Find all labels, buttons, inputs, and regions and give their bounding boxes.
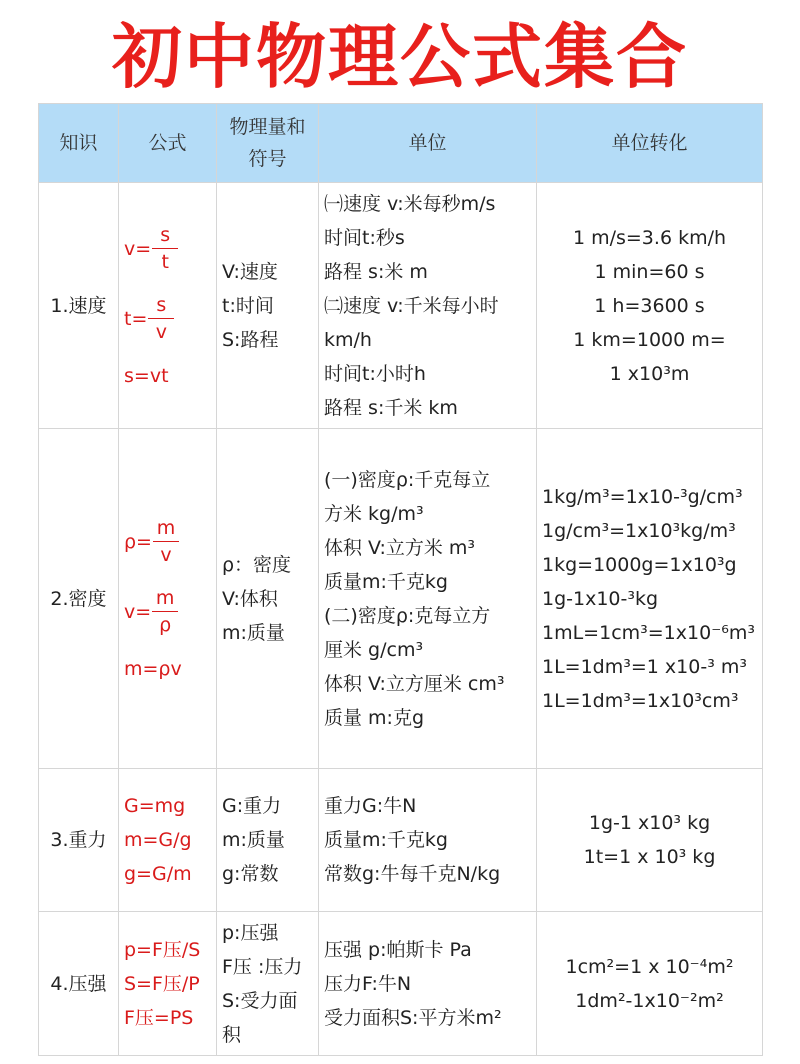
quantity-line: F压 :压力 (222, 955, 303, 978)
fraction (152, 222, 178, 276)
conversion-cell (537, 912, 763, 1056)
page-title: 初中物理公式集合 (112, 16, 688, 98)
formula-line: S=F压/P (124, 972, 200, 995)
formula-table (38, 103, 763, 1056)
topic-cell: 4.压强 (39, 912, 119, 1056)
conversion-line: 1 m/s=3.6 km/h (572, 226, 727, 249)
fraction-formula (124, 577, 211, 647)
conversion-cell (537, 183, 763, 429)
unit-line: 质量m:千克kg (324, 829, 448, 851)
unit-line: km/h (324, 328, 372, 351)
unit-line: 常数g:牛每千克N/kg (324, 863, 501, 885)
fraction-denominator: v (160, 544, 172, 567)
fraction-numerator: s (160, 223, 171, 246)
header-unit: 单位 (319, 104, 537, 183)
formula-lhs: t= (124, 307, 148, 330)
unit-line: 体积 V:立方米 m³ (324, 536, 476, 559)
unit-line: ㈡速度 v:千米每小时 (324, 294, 499, 317)
formula-line: p=F压/S (124, 938, 201, 961)
quantity-line: p:压强 (222, 921, 279, 944)
quantity-line: m:质量 (222, 829, 285, 851)
table-row (39, 429, 763, 769)
fraction (153, 515, 179, 569)
fraction (148, 292, 174, 346)
formula-lhs: v= (124, 237, 152, 260)
topic-cell: 1.速度 (39, 183, 119, 429)
unit-line: 方米 kg/m³ (324, 502, 424, 525)
conversion-line: 1dm²-1x10⁻²m² (575, 989, 724, 1012)
quantity-line: m:质量 (222, 621, 285, 644)
topic-cell: 2.密度 (39, 429, 119, 769)
fraction-denominator: v (155, 321, 167, 344)
fraction (152, 585, 178, 639)
conversion-line: 1mL=1cm³=1x10⁻⁶m³ (542, 621, 755, 644)
unit-line: 体积 V:立方厘米 cm³ (324, 672, 505, 695)
formula-line: s=vt (124, 364, 169, 387)
unit-line: 时间t:秒s (324, 226, 405, 249)
quantity-line: 积 (222, 1023, 242, 1046)
formula-cell (119, 769, 217, 912)
quantity-line: g:常数 (222, 863, 279, 885)
formula-cell (119, 912, 217, 1056)
unit-line: (一)密度ρ:千克每立 (324, 468, 491, 491)
conversion-line: 1L=1dm³=1 x10-³ m³ (542, 655, 747, 678)
topic-cell: 3.重力 (39, 769, 119, 912)
unit-line: 压强 p:帕斯卡 Pa (324, 938, 472, 961)
quantity-line: t:时间 (222, 294, 274, 317)
fraction-formula (124, 214, 211, 284)
unit-line: 时间t:小时h (324, 362, 426, 385)
quantity-line: G:重力 (222, 795, 282, 817)
conversion-line: 1kg/m³=1x10-³g/cm³ (542, 485, 743, 508)
quantity-cell (217, 429, 319, 769)
conversion-line: 1kg=1000g=1x10³g (542, 553, 737, 576)
formula-cell (119, 183, 217, 429)
conversion-line: 1g-1 x10³ kg (588, 812, 711, 834)
formula-line: F压=PS (124, 1006, 194, 1029)
unit-line: 路程 s:米 m (324, 260, 428, 283)
formula-cell (119, 429, 217, 769)
unit-line: (二)密度ρ:克每立方 (324, 604, 491, 627)
unit-line: 重力G:牛N (324, 795, 417, 817)
unit-line: 厘米 g/cm³ (324, 638, 424, 661)
unit-line: 质量m:千克kg (324, 570, 448, 593)
fraction-numerator: m (156, 516, 176, 539)
fraction-formula (124, 284, 211, 354)
quantity-line: V:速度 (222, 260, 278, 283)
unit-line: 路程 s:千米 km (324, 396, 458, 419)
header-conversion: 单位转化 (537, 104, 763, 183)
unit-line: 质量 m:克g (324, 706, 425, 729)
conversion-line: 1cm²=1 x 10⁻⁴m² (565, 955, 734, 978)
header-topic: 知识 (39, 104, 119, 183)
formula-lhs: v= (124, 600, 152, 623)
header-quantity-line2: 符号 (248, 148, 287, 170)
conversion-line: 1 x10³m (609, 362, 690, 385)
unit-cell (319, 429, 537, 769)
conversion-cell (537, 769, 763, 912)
table-row (39, 183, 763, 429)
formula-lhs: ρ= (124, 530, 152, 553)
conversion-line: 1 km=1000 m= (573, 328, 726, 351)
unit-line: 压力F:牛N (324, 972, 412, 995)
header-quantity-line1: 物理量和 (229, 116, 306, 138)
conversion-line: 1t=1 x 10³ kg (583, 846, 716, 868)
conversion-line: 1L=1dm³=1x10³cm³ (542, 689, 739, 712)
formula-line: G=mg (124, 795, 186, 817)
header-formula: 公式 (119, 104, 217, 183)
fraction-denominator: ρ (159, 614, 172, 637)
quantity-cell (217, 183, 319, 429)
table-row (39, 769, 763, 912)
quantity-cell (217, 769, 319, 912)
quantity-cell (217, 912, 319, 1056)
table-header-row (39, 104, 763, 183)
fraction-formula (124, 507, 211, 577)
conversion-line: 1g/cm³=1x10³kg/m³ (542, 519, 736, 542)
unit-cell (319, 912, 537, 1056)
unit-line: ㈠速度 v:米每秒m/s (324, 192, 496, 215)
conversion-line: 1 h=3600 s (594, 294, 705, 317)
conversion-line: 1 min=60 s (594, 260, 705, 283)
fraction-numerator: s (156, 293, 167, 316)
formula-line: m=G/g (124, 829, 192, 851)
formula-line: g=G/m (124, 863, 192, 885)
header-quantity (217, 104, 319, 183)
unit-cell (319, 769, 537, 912)
conversion-cell (537, 429, 763, 769)
quantity-line: S:路程 (222, 328, 279, 351)
table-row (39, 912, 763, 1056)
formula-line: m=ρv (124, 657, 182, 680)
unit-line: 受力面积S:平方米m² (324, 1006, 502, 1029)
conversion-line: 1g-1x10-³kg (542, 587, 659, 610)
fraction-numerator: m (155, 586, 175, 609)
quantity-line: V:体积 (222, 587, 278, 610)
fraction-denominator: t (161, 251, 169, 274)
quantity-line: ρ：密度 (222, 553, 292, 576)
quantity-line: S:受力面 (222, 989, 298, 1012)
unit-cell (319, 183, 537, 429)
